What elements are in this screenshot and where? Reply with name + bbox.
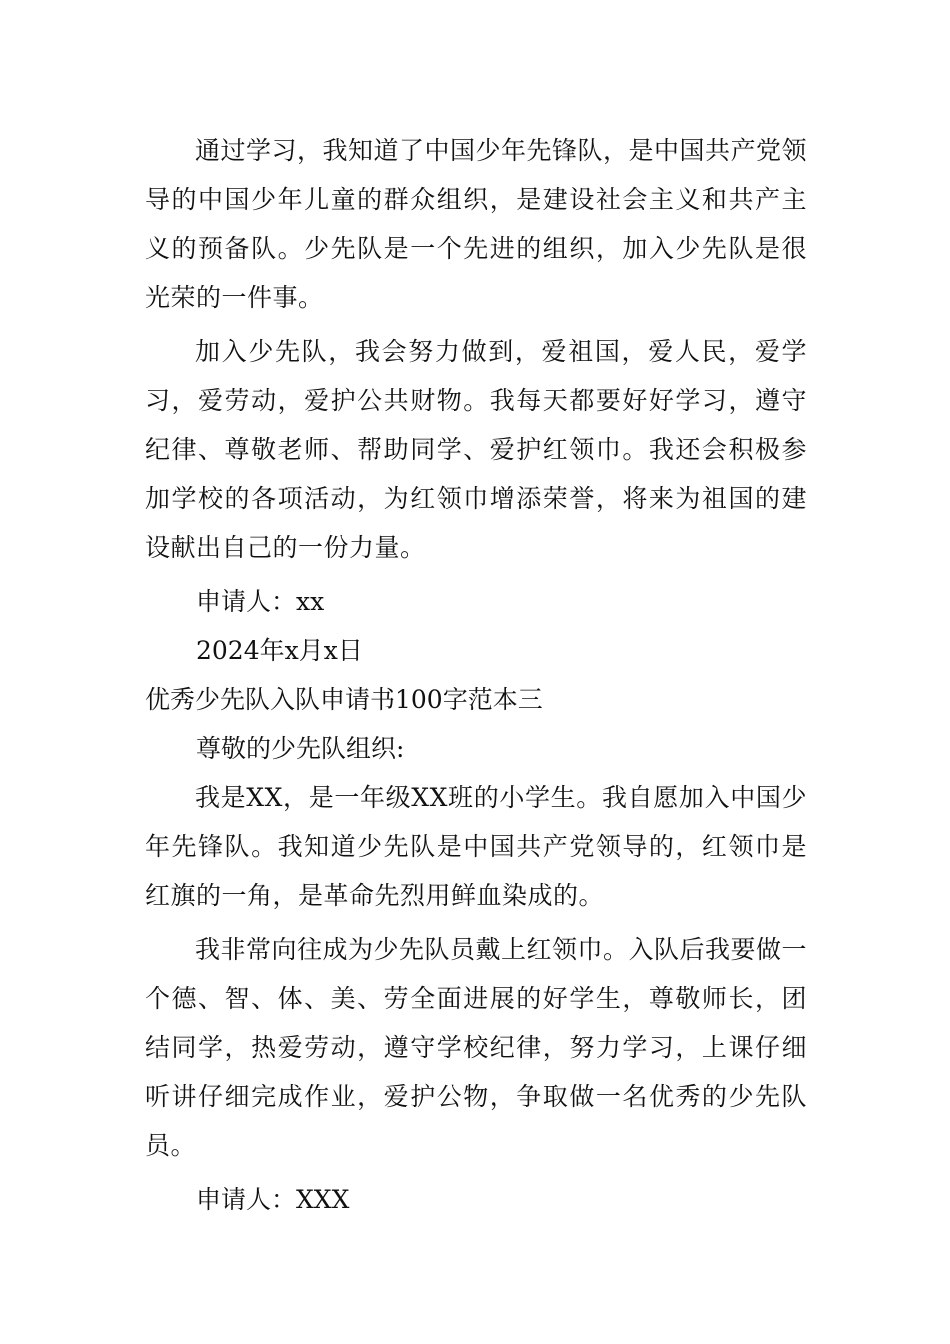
applicant-signature: 申请人：XXX [196, 1185, 350, 1214]
body-paragraph: 我是XX，是一年级XX班的小学生。我自愿加入中国少年先锋队。我知道少先队是中国共产党领导的，红领巾是红旗的一角，是革命先烈用鲜血染成的。 [145, 783, 807, 910]
section-title: 优秀少先队入队申请书100字范本三 [145, 685, 543, 714]
applicant-signature: 申请人：xx [196, 587, 325, 616]
body-paragraph: 我非常向往成为少先队员戴上红领巾。入队后我要做一个德、智、体、美、劳全面进展的好学生，尊敬师长，团结同学，热爱劳动，遵守学校纪律，努力学习，上课仔细听讲仔细完成作业，爱护公物，争取做一名优秀的少先队员。 [145, 935, 808, 1160]
document-page [145, 126, 807, 1224]
salutation: 尊敬的少先队组织: [196, 734, 405, 763]
application-date: 2024年x月x日 [196, 636, 363, 665]
body-paragraph: 加入少先队，我会努力做到，爱祖国，爱人民，爱学习，爱劳动，爱护公共财物。我每天都要好好学习，遵守纪律、尊敬老师、帮助同学、爱护红领巾。我还会积极参加学校的各项活动，为红领巾增添荣誉，将来为祖国的建设献出自己的一份力量。 [145, 337, 807, 562]
body-paragraph: 通过学习，我知道了中国少年先锋队，是中国共产党领导的中国少年儿童的群众组织，是建设社会主义和共产主义的预备队。少先队是一个先进的组织，加入少先队是很光荣的一件事。 [145, 136, 808, 312]
